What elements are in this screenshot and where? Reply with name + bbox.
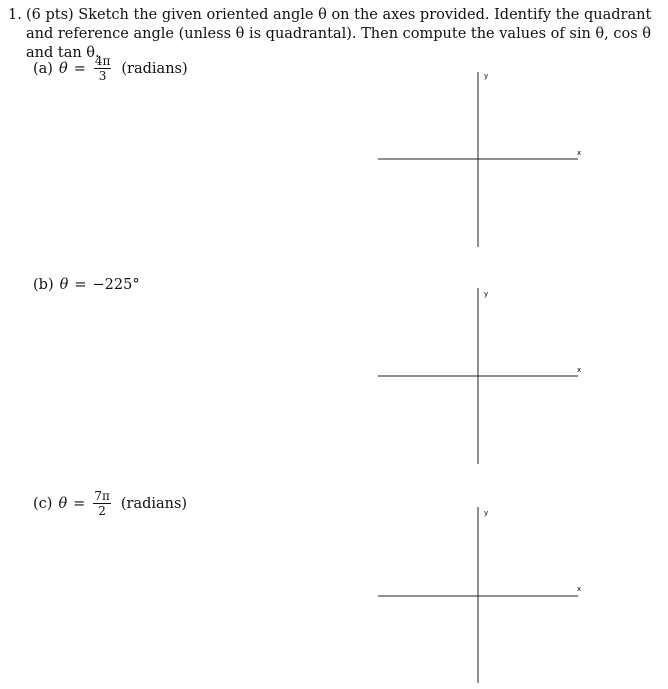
part-b-equals: = [74, 277, 87, 293]
part-b-value: −225° [92, 277, 140, 293]
part-c-denominator: 2 [98, 504, 106, 518]
problem-text: (6 pts) Sketch the given oriented angle θ on the axes provided. Identify the quadrant and reference angle (unless θ is quadrantal). Then compute the values of sin θ, cos θ and tan θ. [26, 7, 652, 61]
axes-b [378, 288, 581, 464]
problem-number: 1. [8, 7, 22, 23]
axes-c [378, 507, 581, 683]
part-a-numerator: 4π [94, 54, 111, 68]
part-c-equals: = [73, 495, 86, 512]
y-axis-label-b: y [484, 290, 489, 298]
part-c-variable: θ [58, 495, 68, 512]
x-axis-label-b: x [577, 366, 582, 374]
axes-a [378, 72, 581, 247]
part-a-variable: θ [58, 60, 68, 77]
part-a-unit: (radians) [121, 60, 188, 77]
part-c-unit: (radians) [120, 495, 188, 512]
x-axis-label-c: x [577, 585, 582, 593]
part-c-numerator: 7π [94, 489, 110, 503]
part-a-label: (a) [33, 60, 53, 77]
part-b-variable: θ [59, 277, 69, 293]
part-b-label: (b) [33, 277, 54, 293]
x-axis-label-a: x [577, 149, 582, 157]
part-a-equals: = [73, 60, 86, 77]
y-axis-label-c: y [484, 509, 489, 517]
part-a-denominator: 3 [98, 69, 107, 83]
y-axis-label-a: y [484, 72, 489, 80]
part-c-label: (c) [33, 495, 53, 512]
